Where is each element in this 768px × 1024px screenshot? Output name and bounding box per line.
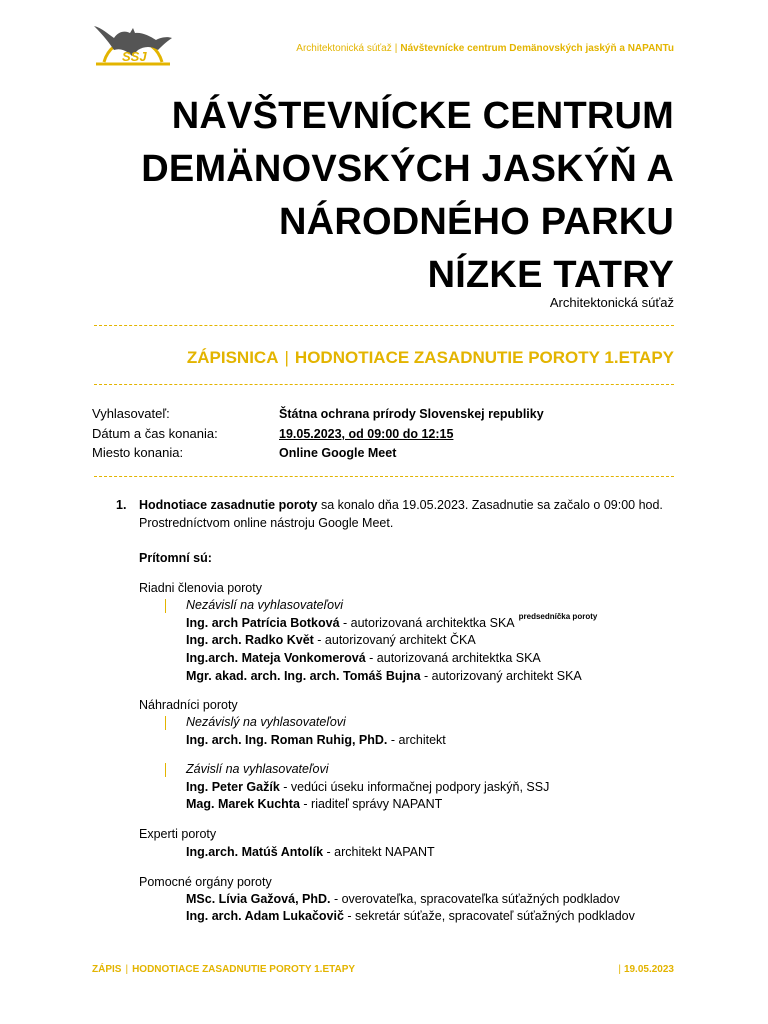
item-line2: Prostredníctvom online nástroju Google Meet. bbox=[139, 516, 394, 530]
divider bbox=[94, 384, 674, 385]
substitute-group-1: Nezávislý na vyhlasovateľovi bbox=[186, 715, 346, 729]
subtitle: Architektonická súťaž bbox=[549, 295, 674, 310]
member-role: - autorizovaná architektka SKA bbox=[365, 651, 541, 665]
member-line bbox=[186, 845, 435, 859]
member-note: predsedníčka poroty bbox=[518, 612, 598, 621]
footer-left bbox=[92, 964, 355, 975]
info-label-place: Miesto konania: bbox=[92, 445, 184, 460]
regular-heading: Riadni členovia poroty bbox=[139, 581, 262, 595]
member-line bbox=[186, 651, 541, 665]
document-header bbox=[296, 43, 674, 54]
footer-doc-type: ZÁPIS bbox=[92, 964, 122, 975]
member-name: Ing. arch. Ing. Roman Ruhig, PhD. bbox=[186, 733, 388, 747]
member-line bbox=[186, 909, 635, 923]
footer-date: 19.05.2023 bbox=[623, 964, 674, 975]
member-name: MSc. Lívia Gažová, PhD. bbox=[186, 892, 331, 906]
info-label-organizer: Vyhlasovateľ: bbox=[92, 406, 170, 421]
member-name: Mgr. akad. arch. Ing. arch. Tomáš Bujna bbox=[186, 669, 421, 683]
header-left: Architektonická súťaž bbox=[296, 43, 392, 54]
member-line bbox=[186, 733, 446, 747]
member-role: - autorizovaná architektka SKA bbox=[339, 616, 515, 630]
group-bar bbox=[165, 763, 166, 777]
aux-heading: Pomocné orgány poroty bbox=[139, 875, 272, 889]
present-heading: Prítomní sú: bbox=[139, 551, 212, 565]
substitute-group-2: Závislí na vyhlasovateľovi bbox=[186, 762, 329, 776]
member-role: - architekt NAPANT bbox=[323, 845, 435, 859]
member-name: Ing. Peter Gažík bbox=[186, 780, 280, 794]
member-role: - sekretár súťaže, spracovateľ súťažných podkladov bbox=[343, 909, 635, 923]
divider bbox=[94, 325, 674, 326]
title-line-4: NÍZKE TATRY bbox=[427, 254, 674, 296]
footer-right bbox=[618, 964, 674, 975]
item-bold: Hodnotiace zasadnutie poroty bbox=[139, 498, 318, 512]
info-label-date: Dátum a čas konania: bbox=[92, 426, 218, 441]
section-title bbox=[187, 348, 674, 368]
header-right: Návštevnícke centrum Demänovských jaskýň a NAPANTu bbox=[400, 43, 674, 54]
member-name: Ing.arch. Matúš Antolík bbox=[186, 845, 324, 859]
member-role: - overovateľka, spracovateľka súťažných podkladov bbox=[330, 892, 620, 906]
logo-text: SSJ bbox=[122, 49, 147, 64]
regular-group: Nezávislí na vyhlasovateľovi bbox=[186, 598, 344, 612]
group-bar bbox=[165, 716, 166, 730]
section-separator: | bbox=[284, 348, 289, 367]
experts-heading: Experti poroty bbox=[139, 827, 217, 841]
info-value-organizer: Štátna ochrana prírody Slovenskej republiky bbox=[279, 407, 544, 421]
item-text bbox=[139, 498, 663, 512]
member-line bbox=[186, 669, 582, 683]
member-role: - autorizovaný architekt SKA bbox=[420, 669, 582, 683]
member-role: - architekt bbox=[387, 733, 446, 747]
info-value-date: 19.05.2023, od 09:00 do 12:15 bbox=[279, 427, 454, 441]
title-line-3: NÁRODNÉHO PARKU bbox=[279, 201, 674, 243]
main-title bbox=[141, 90, 674, 302]
member-line bbox=[186, 797, 442, 811]
member-line bbox=[186, 633, 476, 647]
title-line-2: DEMÄNOVSKÝCH JASKÝŇ A bbox=[141, 148, 674, 190]
member-name: Mag. Marek Kuchta bbox=[186, 797, 300, 811]
divider bbox=[94, 476, 674, 477]
member-role: - vedúci úseku informačnej podpory jaskýň, SSJ bbox=[279, 780, 550, 794]
member-role: - autorizovaný architekt ČKA bbox=[313, 633, 476, 647]
member-name: Ing.arch. Mateja Vonkomerová bbox=[186, 651, 366, 665]
footer-separator: | bbox=[125, 964, 129, 975]
member-name: Ing. arch. Adam Lukačovič bbox=[186, 909, 344, 923]
member-name: Ing. arch. Radko Květ bbox=[186, 633, 314, 647]
substitute-heading: Náhradníci poroty bbox=[139, 698, 238, 712]
member-role: - riaditeľ správy NAPANT bbox=[299, 797, 443, 811]
footer-doc-title: HODNOTIACE ZASADNUTIE POROTY 1.ETAPY bbox=[132, 964, 356, 975]
member-name: Ing. arch Patrícia Botková bbox=[186, 616, 340, 630]
member-line bbox=[186, 612, 598, 630]
member-line bbox=[186, 780, 549, 794]
ssj-logo bbox=[92, 16, 174, 68]
group-bar bbox=[165, 599, 166, 613]
section-title-right: HODNOTIACE ZASADNUTIE POROTY 1.ETAPY bbox=[294, 348, 674, 367]
info-value-place: Online Google Meet bbox=[279, 446, 397, 460]
member-line bbox=[186, 892, 620, 906]
item-number: 1. bbox=[116, 498, 127, 512]
footer-separator: | bbox=[618, 964, 621, 975]
title-line-1: NÁVŠTEVNÍCKE CENTRUM bbox=[171, 95, 674, 137]
header-separator: | bbox=[394, 43, 398, 54]
section-title-left: ZÁPISNICA bbox=[186, 348, 279, 367]
item-rest: sa konalo dňa 19.05.2023. Zasadnutie sa začalo o 09:00 hod. bbox=[317, 498, 663, 512]
